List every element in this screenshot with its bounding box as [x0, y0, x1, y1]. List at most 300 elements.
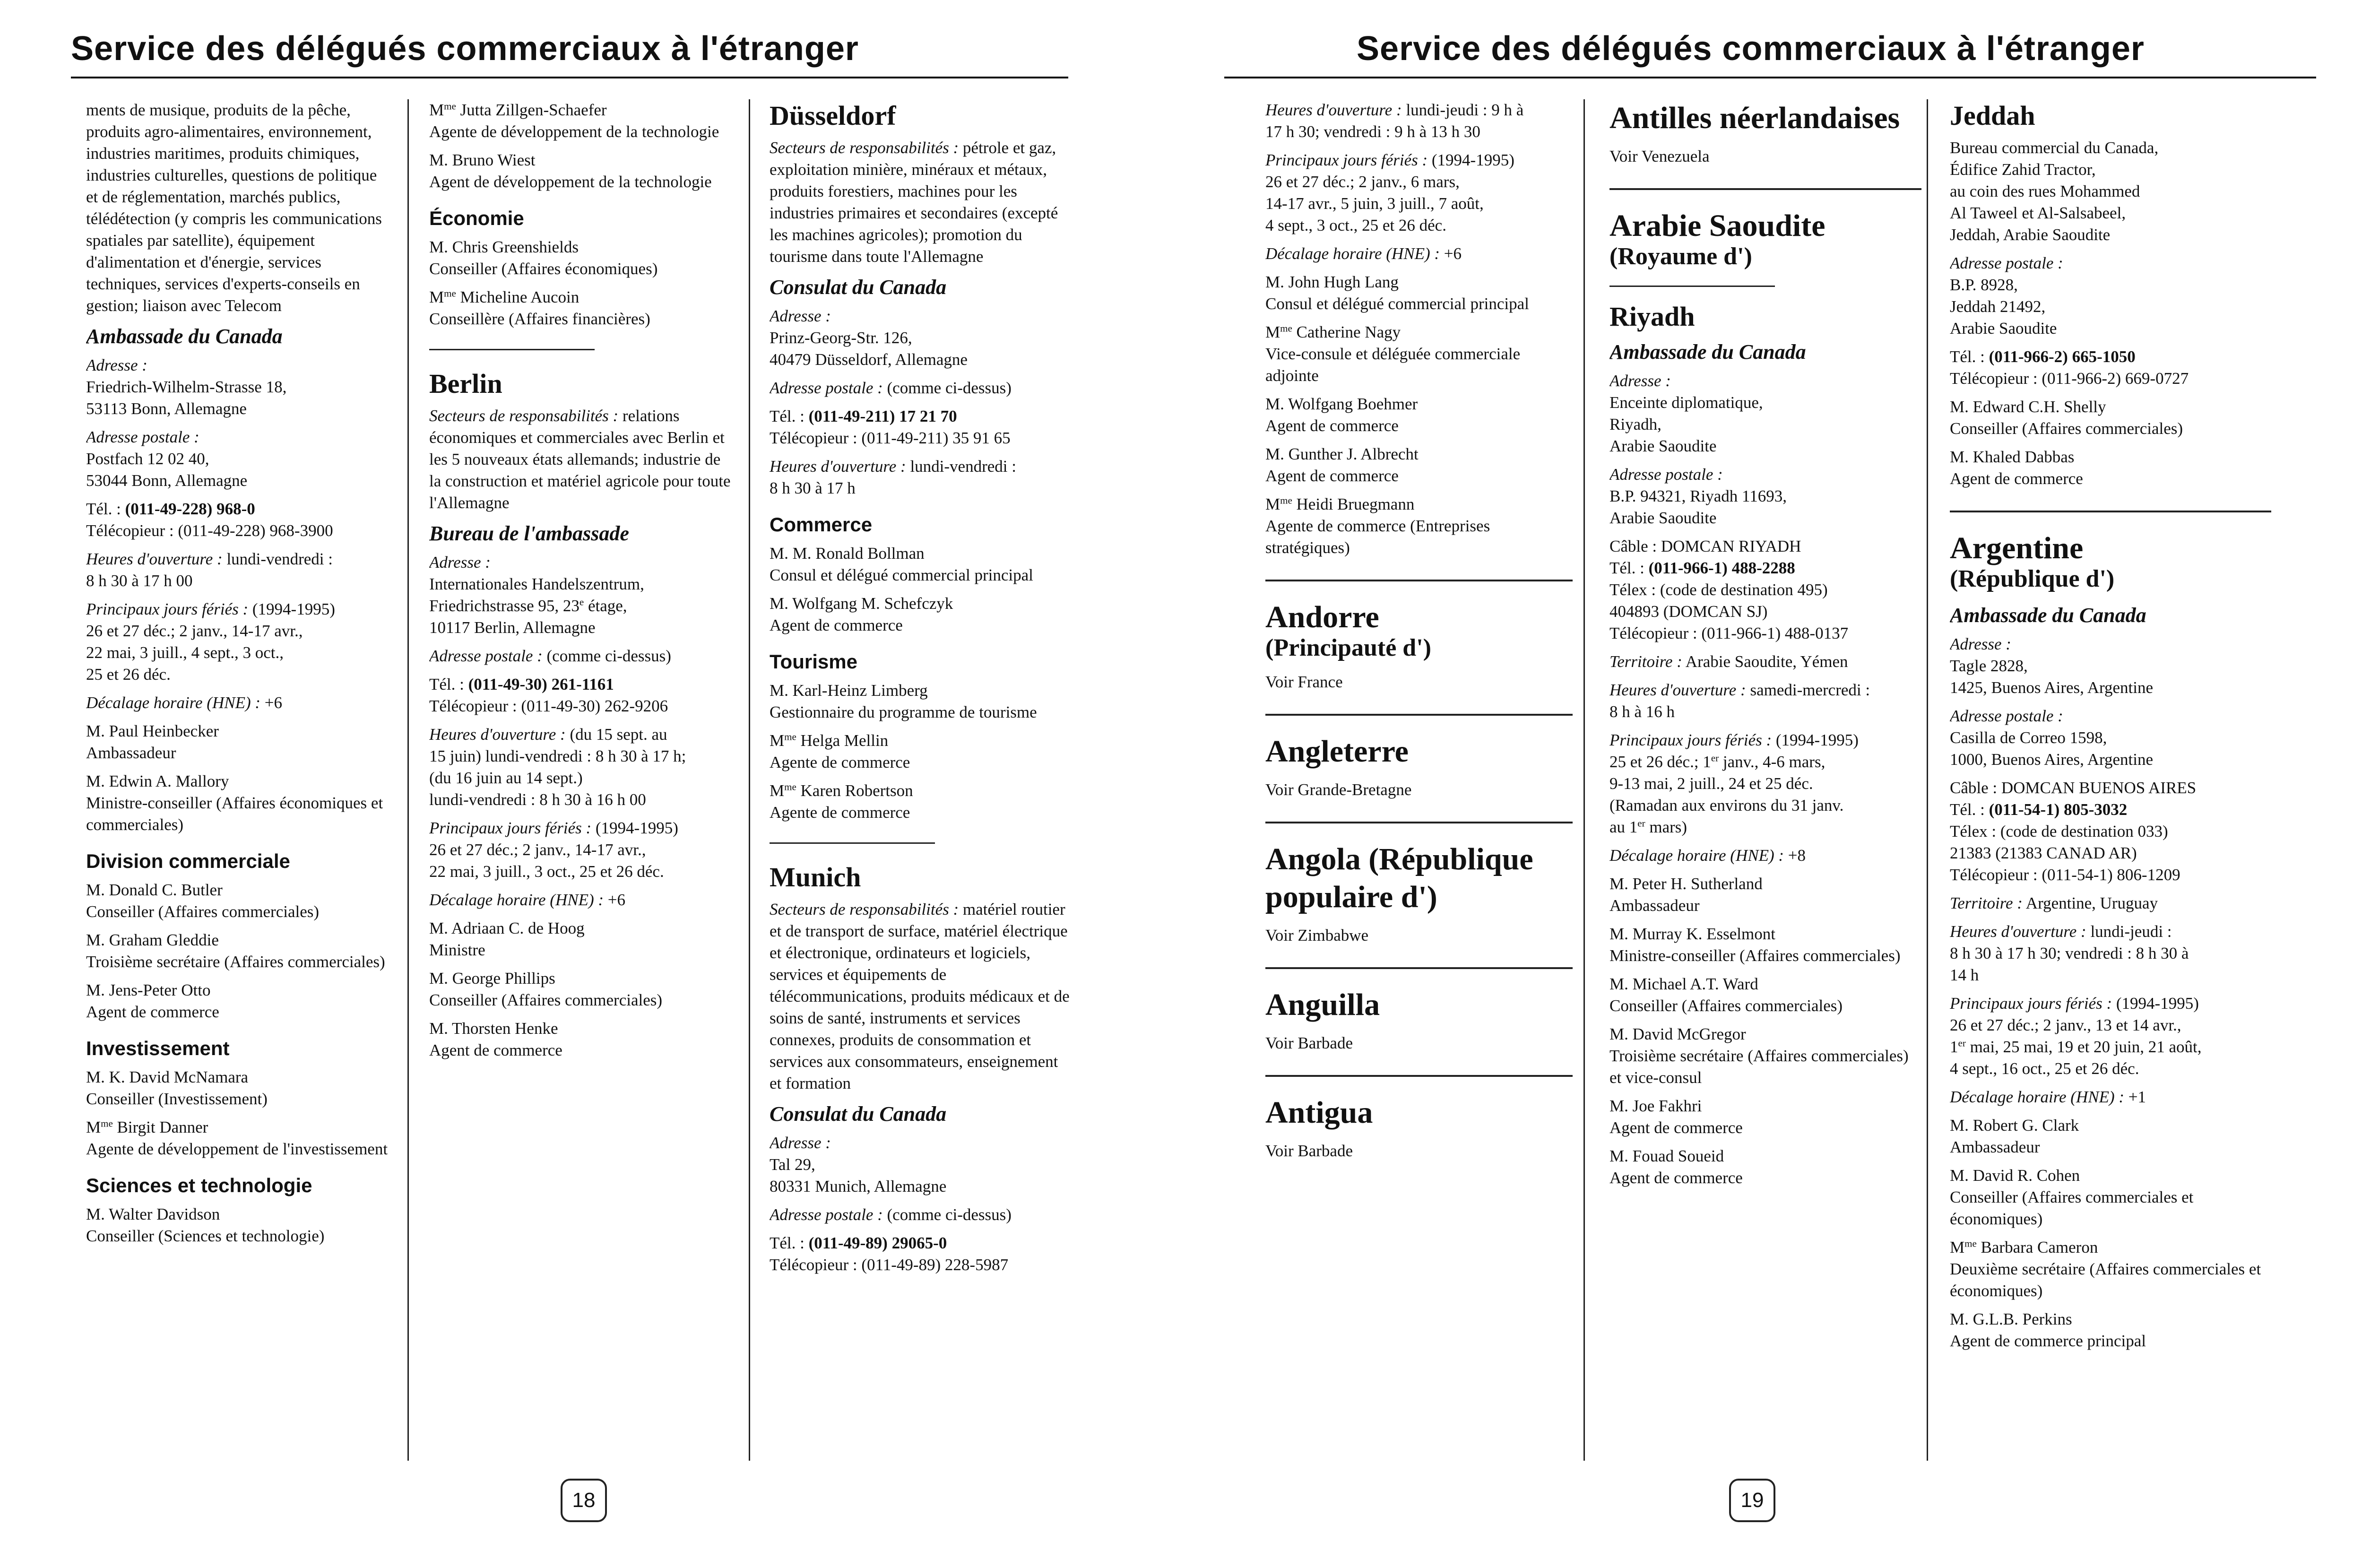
cable-line: Câble : DOMCAN RIYADH — [1609, 537, 1801, 555]
timezone-label: Décalage horaire (HNE) : — [1265, 244, 1440, 263]
holidays-block — [429, 817, 732, 883]
person-entry — [429, 918, 732, 961]
person-name: M. Karl-Heinz Limberg — [770, 681, 928, 700]
holidays-text: (1994-1995) — [2112, 994, 2199, 1013]
person-title: Conseiller (Sciences et technologie) — [86, 1227, 325, 1245]
honorific-sup: me — [784, 781, 796, 793]
person-title: Consul et délégué commercial principal — [770, 566, 1033, 584]
see-reference: Voir Zimbabwe — [1265, 926, 1369, 944]
person-entry — [770, 593, 1072, 636]
honorific: M — [1950, 1238, 1965, 1256]
city-heading: Riyadh — [1609, 301, 1695, 332]
person-entry — [86, 879, 389, 923]
person-entry — [1265, 393, 1573, 437]
column-1 — [86, 99, 389, 1455]
address-label: Adresse : — [86, 356, 147, 374]
person-title: Conseillère (Affaires financières) — [429, 310, 650, 328]
person-title: Conseiller (Affaires commerciales) — [1609, 996, 1843, 1015]
name-text: Karen Robertson — [796, 781, 913, 800]
timezone-line — [1950, 1086, 2271, 1108]
person-title: Agente de commerce (Entreprises stratégiques) — [1265, 517, 1490, 557]
person-entry — [770, 780, 1072, 823]
timezone-label: Décalage horaire (HNE) : — [1609, 846, 1784, 865]
address-block — [1950, 137, 2271, 246]
person-title: Conseiller (Affaires commerciales) — [86, 902, 320, 921]
person-name: M. Khaled Dabbas — [1950, 448, 2075, 466]
person-entry — [770, 680, 1072, 723]
person-title: Agent de commerce — [1609, 1118, 1743, 1137]
person-entry — [1950, 1308, 2271, 1352]
holidays-text: (1994-1995) — [591, 819, 678, 837]
address-line: Tagle 2828, — [1950, 657, 2028, 675]
holidays-part: au 1 — [1609, 818, 1638, 836]
postal-address-block — [770, 377, 1072, 399]
address-block — [429, 552, 732, 639]
person-name: M. Thorsten Henke — [429, 1019, 558, 1038]
person-title: Agent de commerce — [770, 616, 903, 634]
timezone-label: Décalage horaire (HNE) : — [429, 891, 604, 909]
holidays-text: 25 et 26 déc. — [86, 665, 171, 684]
responsibilities — [770, 899, 1072, 1094]
postal-text: (comme ci-dessus) — [883, 1205, 1012, 1224]
holidays-part: mars) — [1645, 818, 1687, 836]
section-heading: Investissement — [86, 1037, 230, 1059]
hours-block — [429, 724, 732, 811]
holidays-label: Principaux jours fériés : — [1950, 994, 2112, 1013]
honorific: M — [429, 101, 444, 119]
phone-line — [1950, 346, 2271, 368]
honorific-sup: me — [1280, 494, 1292, 506]
see-reference: Voir Barbade — [1265, 1142, 1353, 1160]
fax-line: Télécopieur : (011-49-89) 228-5987 — [770, 1256, 1009, 1274]
person-entry — [429, 968, 732, 1011]
person-name — [429, 286, 732, 308]
postal-text: (comme ci-dessus) — [542, 647, 671, 665]
see-reference: Voir France — [1265, 673, 1343, 691]
address-label: Adresse : — [770, 1134, 831, 1152]
timezone-value: +8 — [1784, 846, 1806, 865]
person-name: M. Joe Fakhri — [1609, 1097, 1702, 1115]
responsibilities-label: Secteurs de responsabilités : — [770, 139, 959, 157]
holidays-text: (1994-1995) — [1428, 151, 1514, 169]
country-divider — [1265, 967, 1573, 969]
holidays-text: 26 et 27 déc.; 2 janv., 6 mars, — [1265, 173, 1460, 191]
person-entry — [429, 236, 732, 280]
timezone-line — [429, 889, 732, 911]
phone-number: (011-966-2) 665-1050 — [1989, 347, 2136, 366]
person-name: M. Peter H. Sutherland — [1609, 875, 1763, 893]
address-line: 40479 Düsseldorf, Allemagne — [770, 350, 968, 369]
holidays-text: 22 mai, 3 juill., 3 oct., 25 et 26 déc. — [429, 862, 664, 881]
name-text: Barbara Cameron — [1976, 1238, 2098, 1256]
hours-label: Heures d'ouverture : — [1265, 101, 1402, 119]
honorific-sup: me — [784, 731, 796, 743]
person-name — [770, 780, 1072, 802]
timezone-label: Décalage horaire (HNE) : — [1950, 1088, 2125, 1106]
person-title: Agent de commerce — [1609, 1169, 1743, 1187]
hours-text: samedi-mercredi : — [1746, 681, 1870, 699]
hours-text: 17 h 30; vendredi : 9 h à 13 h 30 — [1265, 122, 1480, 141]
postal-address-block — [429, 645, 732, 667]
address-line: Jeddah, Arabie Saoudite — [1950, 225, 2111, 244]
section-heading: Économie — [429, 207, 524, 229]
person-entry — [86, 1117, 389, 1160]
hours-text: lundi-vendredi : — [906, 457, 1016, 476]
person-name — [86, 1117, 389, 1138]
hours-label: Heures d'ouverture : — [1950, 922, 2086, 941]
person-name: M. David R. Cohen — [1950, 1166, 2080, 1185]
person-entry — [1950, 446, 2271, 490]
person-entry — [86, 929, 389, 973]
responsibilities-text: matériel routier et de transport de surface, matériel électrique et électronique, ordinateurs et logiciels, services et équipements de télécommunications, produits médicaux et de soins de santé, instruments et services connexes, produits de consommation et services aux consommateurs, enseignement et formation — [770, 900, 1070, 1092]
section-heading: Sciences et technologie — [86, 1174, 312, 1196]
postal-text: (comme ci-dessus) — [883, 379, 1012, 397]
country-heading: Argentine — [1950, 531, 2084, 565]
postal-line: 1000, Buenos Aires, Argentine — [1950, 750, 2154, 769]
column-2 — [429, 99, 732, 1455]
phone-number: (011-49-228) 968-0 — [125, 500, 255, 518]
address-line: Enceinte diplomatique, — [1609, 393, 1763, 412]
timezone-value: +6 — [1440, 244, 1462, 263]
timezone-value: +6 — [604, 891, 626, 909]
person-title: Conseiller (Affaires commerciales) — [429, 991, 663, 1009]
honorific: M — [1265, 323, 1280, 341]
address-label: Adresse : — [429, 553, 491, 572]
timezone-line — [1609, 845, 1921, 866]
postal-line: Arabie Saoudite — [1609, 509, 1717, 527]
header-rule — [71, 77, 1068, 78]
holidays-part: 25 et 26 déc.; 1 — [1609, 753, 1711, 771]
column-divider — [407, 99, 409, 1461]
person-title: Agente de développement de l'investissement — [86, 1140, 388, 1158]
column-divider — [1583, 99, 1585, 1461]
address-line — [429, 595, 732, 617]
person-entry — [770, 543, 1072, 586]
phone-line — [429, 674, 732, 695]
holidays-label: Principaux jours fériés : — [429, 819, 592, 837]
intro-text: ments de musique, produits de la pêche, produits agro-alimentaires, environnement, industries maritimes, produits chimiques, industries culturelles, questions de politique et de réglementation, marchés publics, télédétection (y compris les communications spatiales par satellite), équipement d'alimentation et d'énergie, services techniques, services d'experts-conseils en gestion; liaison avec Telecom — [86, 101, 382, 315]
address-block — [1950, 633, 2271, 699]
postal-label: Adresse postale : — [1609, 465, 1723, 484]
holidays-sup: er — [1711, 752, 1719, 764]
person-name: M. Bruno Wiest — [429, 151, 536, 169]
honorific: M — [429, 288, 444, 306]
person-name: M. M. Ronald Bollman — [770, 544, 925, 563]
name-text: Helga Mellin — [796, 731, 889, 750]
holidays-text — [1609, 816, 1921, 838]
holidays-text: 14-17 avr., 5 juin, 3 juill., 7 août, — [1265, 194, 1484, 213]
hours-block — [1609, 679, 1921, 723]
hours-label: Heures d'ouverture : — [1609, 681, 1746, 699]
honorific-sup: me — [444, 100, 456, 112]
holidays-block — [1265, 149, 1573, 236]
address-line: Al Taweel et Al-Salsabeel, — [1950, 204, 2126, 222]
person-name: M. Edwin A. Mallory — [86, 772, 229, 790]
section-heading: Division commerciale — [86, 850, 290, 872]
person-entry — [1950, 1165, 2271, 1230]
name-text: Heidi Bruegmann — [1292, 495, 1415, 513]
person-title: Agent de commerce — [1265, 416, 1399, 435]
address-label: Adresse : — [1950, 635, 2011, 653]
phone-line — [770, 1232, 1072, 1254]
person-name: M. Adriaan C. de Hoog — [429, 919, 585, 937]
person-entry — [1950, 1237, 2271, 1302]
holidays-text: 9-13 mai, 2 juill., 24 et 25 déc. — [1609, 774, 1813, 793]
holidays-text: 26 et 27 déc.; 2 janv., 13 et 14 avr., — [1950, 1016, 2181, 1034]
hours-text: 15 juin) lundi-vendredi : 8 h 30 à 17 h; — [429, 747, 686, 765]
person-entry — [86, 720, 389, 764]
person-name: M. Chris Greenshields — [429, 238, 579, 256]
country-divider — [1265, 1075, 1573, 1077]
person-title: Ambassadeur — [86, 744, 176, 762]
person-name: M. Gunther J. Albrecht — [1265, 445, 1419, 463]
honorific: M — [86, 1118, 101, 1136]
holidays-block — [1950, 993, 2271, 1080]
postal-line: Casilla de Correo 1598, — [1950, 728, 2107, 747]
holidays-label: Principaux jours fériés : — [1609, 731, 1772, 749]
territory-text: Arabie Saoudite, Yémen — [1682, 652, 1848, 671]
holidays-text: (Ramadan aux environs du 31 janv. — [1609, 796, 1844, 814]
hours-text: (du 16 juin au 14 sept.) — [429, 769, 583, 787]
holidays-label: Principaux jours fériés : — [1265, 151, 1428, 169]
country-heading: Arabie Saoudite — [1609, 208, 1826, 243]
address-part: Friedrichstrasse 95, 23 — [429, 597, 580, 615]
person-name: M. John Hugh Lang — [1265, 273, 1399, 291]
fax-line: Télécopieur : (011-966-2) 669-0727 — [1950, 369, 2189, 388]
person-title: Vice-consule et déléguée commerciale adjointe — [1265, 345, 1521, 385]
address-line: 53113 Bonn, Allemagne — [86, 399, 247, 418]
hours-block — [770, 456, 1072, 499]
address-line: Bureau commercial du Canada, — [1950, 139, 2159, 157]
country-divider — [1265, 822, 1573, 823]
person-title: Conseiller (Affaires commerciales et économiques) — [1950, 1188, 2194, 1228]
page-number: 19 — [1729, 1479, 1775, 1522]
address-line: Friedrich-Wilhelm-Strasse 18, — [86, 378, 287, 396]
person-title: Troisième secrétaire (Affaires commerciales) — [86, 953, 385, 971]
holidays-text — [1950, 1036, 2271, 1058]
person-title: Ministre-conseiller (Affaires commerciales) — [1609, 946, 1901, 965]
holidays-text: (1994-1995) — [1772, 731, 1859, 749]
territory-label: Territoire : — [1609, 652, 1682, 671]
person-entry — [770, 730, 1072, 773]
person-entry — [1609, 1145, 1921, 1189]
holidays-text: (1994-1995) — [248, 600, 335, 618]
address-line: 1425, Buenos Aires, Argentine — [1950, 678, 2154, 697]
postal-label: Adresse postale : — [1950, 254, 2063, 272]
person-name: M. Jens-Peter Otto — [86, 981, 211, 999]
page-18 — [0, 0, 1168, 1568]
person-title: Consul et délégué commercial principal — [1265, 295, 1529, 313]
contact-block — [1950, 346, 2271, 390]
person-entry — [1609, 1023, 1921, 1089]
office-title: Consulat du Canada — [770, 276, 947, 299]
person-name: M. Fouad Soueid — [1609, 1147, 1724, 1165]
phone-label: Tél. : — [770, 407, 805, 425]
honorific: M — [770, 781, 785, 800]
city-heading: Jeddah — [1950, 100, 2035, 131]
phone-label: Tél. : — [86, 500, 121, 518]
person-title: Agent de commerce principal — [1950, 1332, 2146, 1350]
person-entry — [1950, 1115, 2271, 1158]
person-title: Agent de développement de la technologie — [429, 173, 712, 191]
person-name: M. Edward C.H. Shelly — [1950, 398, 2106, 416]
honorific: M — [1265, 495, 1280, 513]
fax-line: Télécopieur : (011-966-1) 488-0137 — [1609, 624, 1849, 642]
responsibilities-label: Secteurs de responsabilités : — [429, 407, 619, 425]
hours-label: Heures d'ouverture : — [86, 550, 223, 568]
holidays-sup: er — [1637, 817, 1645, 829]
postal-line: Postfach 12 02 40, — [86, 450, 209, 468]
name-text: Jutta Zillgen-Schaefer — [456, 101, 607, 119]
country-heading: Angleterre — [1265, 734, 1409, 769]
person-entry — [1265, 271, 1573, 315]
person-title: Agent de commerce — [86, 1003, 219, 1021]
telex-line: Télex : (code de destination 033) — [1950, 822, 2168, 840]
contact-block — [770, 1232, 1072, 1276]
address-line: Internationales Handelszentrum, — [429, 575, 644, 593]
country-heading: Andorre — [1265, 600, 1379, 634]
address-label: Adresse : — [1609, 372, 1671, 390]
responsibilities-text: relations économiques et commerciales avec Berlin et les 5 nouveaux états allemands; industrie de la construction et matériel agricole pour toute l'Allemagne — [429, 407, 731, 512]
honorific-sup: me — [1280, 322, 1292, 334]
address-line: Arabie Saoudite — [1609, 437, 1717, 455]
telex-line: 404893 (DOMCAN SJ) — [1609, 602, 1768, 621]
fax-line: Télécopieur : (011-49-228) 968-3900 — [86, 521, 333, 540]
person-title: Conseiller (Affaires commerciales) — [1950, 419, 2183, 438]
honorific-sup: me — [444, 287, 456, 299]
address-line: Prinz-Georg-Str. 126, — [770, 329, 912, 347]
postal-address-block — [1950, 252, 2271, 339]
country-subtitle: (République d') — [1950, 565, 2115, 592]
name-text: Catherine Nagy — [1292, 323, 1401, 341]
column-5 — [1609, 99, 1921, 1455]
hours-text: (du 15 sept. au — [565, 725, 667, 744]
holidays-part: mai, 25 mai, 19 et 20 juin, 21 août, — [1965, 1038, 2202, 1056]
postal-line: B.P. 8928, — [1950, 276, 2018, 294]
territory-line — [1950, 892, 2271, 914]
holidays-label: Principaux jours fériés : — [86, 600, 249, 618]
cable-line: Câble : DOMCAN BUENOS AIRES — [1950, 779, 2197, 797]
person-title: Conseiller (Investissement) — [86, 1090, 268, 1108]
person-title: Agente de commerce — [770, 803, 910, 822]
hours-text: 14 h — [1950, 966, 1979, 984]
person-name: M. Graham Gleddie — [86, 931, 219, 949]
person-entry — [429, 99, 732, 143]
person-entry — [429, 1018, 732, 1061]
holidays-text: 22 mai, 3 juill., 4 sept., 3 oct., — [86, 643, 284, 662]
column-6 — [1950, 99, 2271, 1455]
holidays-text: 26 et 27 déc.; 2 janv., 14-17 avr., — [86, 622, 303, 640]
phone-line — [86, 498, 389, 520]
postal-address-block — [1609, 464, 1921, 529]
phone-number: (011-49-211) 17 21 70 — [808, 407, 957, 425]
person-name: M. Wolfgang M. Schefczyk — [770, 594, 953, 613]
country-heading: Angola (République populaire d') — [1265, 842, 1533, 914]
country-divider — [1950, 511, 2271, 512]
contact-block — [770, 406, 1072, 449]
fax-line: Télécopieur : (011-54-1) 806-1209 — [1950, 866, 2180, 884]
hours-text: 8 h 30 à 17 h 00 — [86, 572, 193, 590]
responsibilities — [429, 405, 732, 514]
fax-line: Télécopieur : (011-49-211) 35 91 65 — [770, 429, 1011, 447]
phone-line — [1950, 799, 2271, 821]
phone-label: Tél. : — [1950, 347, 1985, 366]
honorific-sup: me — [101, 1118, 113, 1129]
page-header: Service des délégués commerciaux à l'étranger — [1357, 30, 2145, 68]
person-title: Deuxième secrétaire (Affaires commerciales et économiques) — [1950, 1260, 2261, 1300]
person-entry — [429, 286, 732, 330]
person-title: Agente de commerce — [770, 753, 910, 771]
person-entry — [429, 149, 732, 193]
hours-text: lundi-vendredi : — [222, 550, 333, 568]
person-name: M. Michael A.T. Ward — [1609, 975, 1758, 993]
holidays-block — [86, 598, 389, 685]
postal-label: Adresse postale : — [429, 647, 543, 665]
name-text: Micheline Aucoin — [456, 288, 580, 306]
responsibilities-text: pétrole et gaz, exploitation minière, minéraux et métaux, produits forestiers, machines pour les industries primaires et secondaires (excepté les machines agricoles); promotion du tourisme dans toute l'Allemagne — [770, 139, 1058, 266]
contact-block — [429, 674, 732, 717]
country-heading: Anguilla — [1265, 988, 1380, 1022]
phone-number: (011-49-30) 261-1161 — [468, 675, 614, 693]
postal-line: B.P. 94321, Riyadh 11693, — [1609, 487, 1787, 505]
person-name: M. Robert G. Clark — [1950, 1116, 2079, 1135]
column-3 — [770, 99, 1072, 1455]
timezone-line — [86, 692, 389, 714]
address-line: Riyadh, — [1609, 415, 1661, 433]
timezone-label: Décalage horaire (HNE) : — [86, 693, 261, 712]
phone-line — [770, 406, 1072, 427]
section-heading: Tourisme — [770, 650, 857, 673]
person-entry — [1265, 494, 1573, 559]
hours-label: Heures d'ouverture : — [770, 457, 906, 476]
person-entry — [1265, 321, 1573, 387]
postal-label: Adresse postale : — [86, 428, 199, 446]
person-title: Troisième secrétaire (Affaires commerciales) et vice-consul — [1609, 1047, 1909, 1087]
phone-label: Tél. : — [429, 675, 464, 693]
office-title: Bureau de l'ambassade — [429, 522, 629, 545]
country-heading: Antilles néerlandaises — [1609, 101, 1900, 135]
postal-label: Adresse postale : — [1950, 707, 2063, 725]
section-heading: Commerce — [770, 513, 873, 536]
person-entry — [86, 1204, 389, 1247]
hours-block — [86, 548, 389, 592]
person-entry — [86, 1066, 389, 1110]
person-title: Ambassadeur — [1609, 896, 1700, 915]
territory-text: Argentine, Uruguay — [2022, 894, 2158, 912]
person-title: Ambassadeur — [1950, 1138, 2040, 1156]
address-line: Édifice Zahid Tractor, — [1950, 160, 2096, 179]
person-name: M. Paul Heinbecker — [86, 722, 219, 740]
section-divider — [1609, 286, 1775, 287]
hours-label: Heures d'ouverture : — [429, 725, 566, 744]
address-line: au coin des rues Mohammed — [1950, 182, 2140, 200]
see-reference: Voir Grande-Bretagne — [1265, 780, 1412, 799]
person-entry — [1609, 1095, 1921, 1139]
person-entry — [1609, 873, 1921, 917]
header-rule — [1224, 77, 2316, 78]
person-name — [429, 99, 732, 121]
person-name — [1265, 494, 1573, 515]
name-text: Birgit Danner — [112, 1118, 208, 1136]
column-4 — [1265, 99, 1573, 1455]
person-title: Agent de commerce — [1265, 467, 1399, 485]
holidays-part: janv., 4-6 mars, — [1719, 753, 1826, 771]
country-divider — [1265, 580, 1573, 581]
holidays-text: 4 sept., 16 oct., 25 et 26 déc. — [1950, 1059, 2139, 1078]
holidays-block — [1609, 729, 1921, 838]
postal-address-block — [86, 426, 389, 492]
contact-block — [86, 498, 389, 542]
